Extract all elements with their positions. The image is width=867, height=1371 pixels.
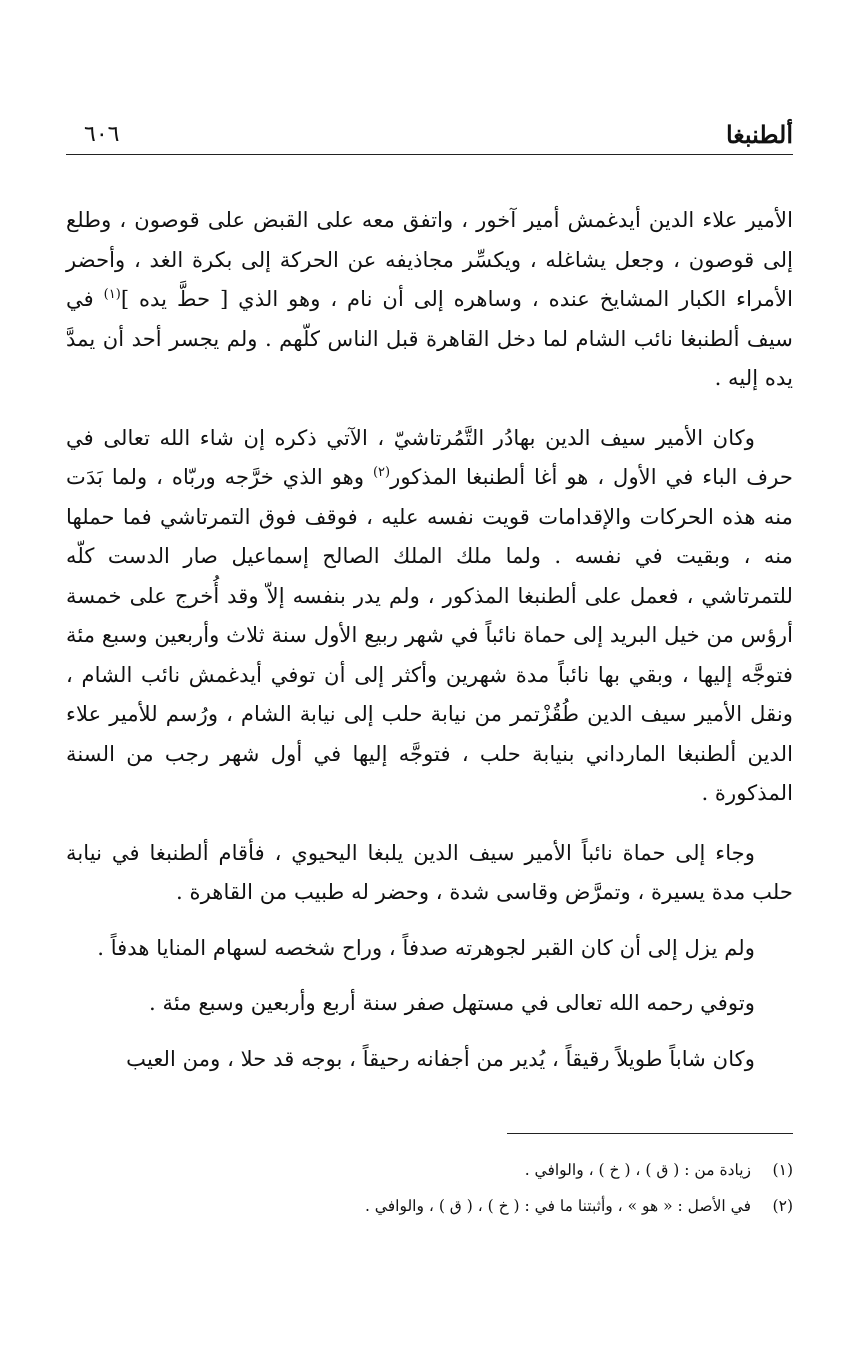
paragraph-text: وكان الأمير سيف الدين بهادُر التَّمُرتاشيّ ، الآتي ذكره إن شاء الله تعالى في حرف الباء في الأول ، هو أغا ألطنبغا المذكور xyxy=(66,424,793,489)
footnote-separator xyxy=(507,1133,793,1134)
paragraph-text: وهو الذي خرَّجه وربّاه ، ولما بَدَت منه هذه الحركات والإقدامات قويت نفسه عليه ، فوقف فوق التمرتاشي فما حملها منه ، وبقيت في نفسه . ولما ملك الملك الصالح إسماعيل صار الدست كلّه للتمرتاشي ، فعمل على ألطنبغا المذكور ، ولم يدر بنفسه إلاّ وقد أُخرج على خمسة أرؤس من خيل البريد إلى حماة نائباً في شهر ربيع الأول سنة ثلاث وأربعين وسبع مئة فتوجَّه إليها ، وبقي بها نائباً مدة شهرين وأكثر إلى أن توفي أيدغمش نائب الشام ، ونقل الأمير سيف الدين طُقُزْتمر من نيابة حلب إلى نيابة الشام ، ورُسم للأمير علاء الدين ألطنبغا المارداني بنيابة حلب ، فتوجَّه إليها في أول شهر رجب من السنة المذكورة . xyxy=(66,464,793,805)
main-text xyxy=(66,200,793,1098)
footnote-reference-2: (٢) xyxy=(372,464,391,480)
footnote-number: (١) xyxy=(772,1161,793,1179)
paragraph-1 xyxy=(66,200,793,398)
footnote-text: زيادة من : ( ق ) ، ( خ ) ، والوافي . xyxy=(524,1161,751,1179)
paragraph-2 xyxy=(66,418,793,813)
footnote-reference-1: (١) xyxy=(103,286,121,302)
paragraph-text: في سيف ألطنبغا نائب الشام لما دخل القاهرة قبل الناس كلّهم . ولم يجسر أحد أن يمدَّ يده إليه . xyxy=(66,286,793,390)
footnote-1 xyxy=(66,1152,793,1188)
footnotes xyxy=(66,1152,793,1224)
running-title: ألطنبغا xyxy=(725,120,793,149)
paragraph-4: ولم يزل إلى أن كان القبر لجوهرته صدفاً ، وراح شخصه لسهام المنايا هدفاً . xyxy=(97,934,755,960)
page-number: ٦٠٦ xyxy=(84,122,120,147)
paragraph-text: الأمير علاء الدين أيدغمش أمير آخور ، واتفق معه على القبض على قوصون ، وطلع إلى قوصون ، وجعل يشاغله ، ويكسِّر مجاذيفه عن الحركة إلى بكرة الغد ، وأحضر الأمراء الكبار المشايخ عنده ، وساهره إلى أن نام ، وهو الذي [ حطَّ يده ] xyxy=(66,207,793,311)
paragraph-6: وكان شاباً طويلاً رقيقاً ، يُدير من أجفانه رحيقاً ، بوجه قد حلا ، ومن العيب xyxy=(126,1045,755,1071)
footnote-number: (٢) xyxy=(772,1197,793,1215)
paragraph-3: وجاء إلى حماة نائباً الأمير سيف الدين يلبغا اليحيوي ، فأقام ألطنبغا في نيابة حلب مدة يسيرة ، وتمرَّض وقاسى شدة ، وحضر له طبيب من القاهرة . xyxy=(66,839,793,904)
footnote-text: في الأصل : « هو » ، وأثبتنا ما في : ( خ ) ، ( ق ) ، والوافي . xyxy=(364,1197,751,1215)
paragraph-5: وتوفي رحمه الله تعالى في مستهل صفر سنة أربع وأربعين وسبع مئة . xyxy=(149,990,755,1015)
footnote-2 xyxy=(66,1188,793,1224)
page-header xyxy=(66,118,793,155)
